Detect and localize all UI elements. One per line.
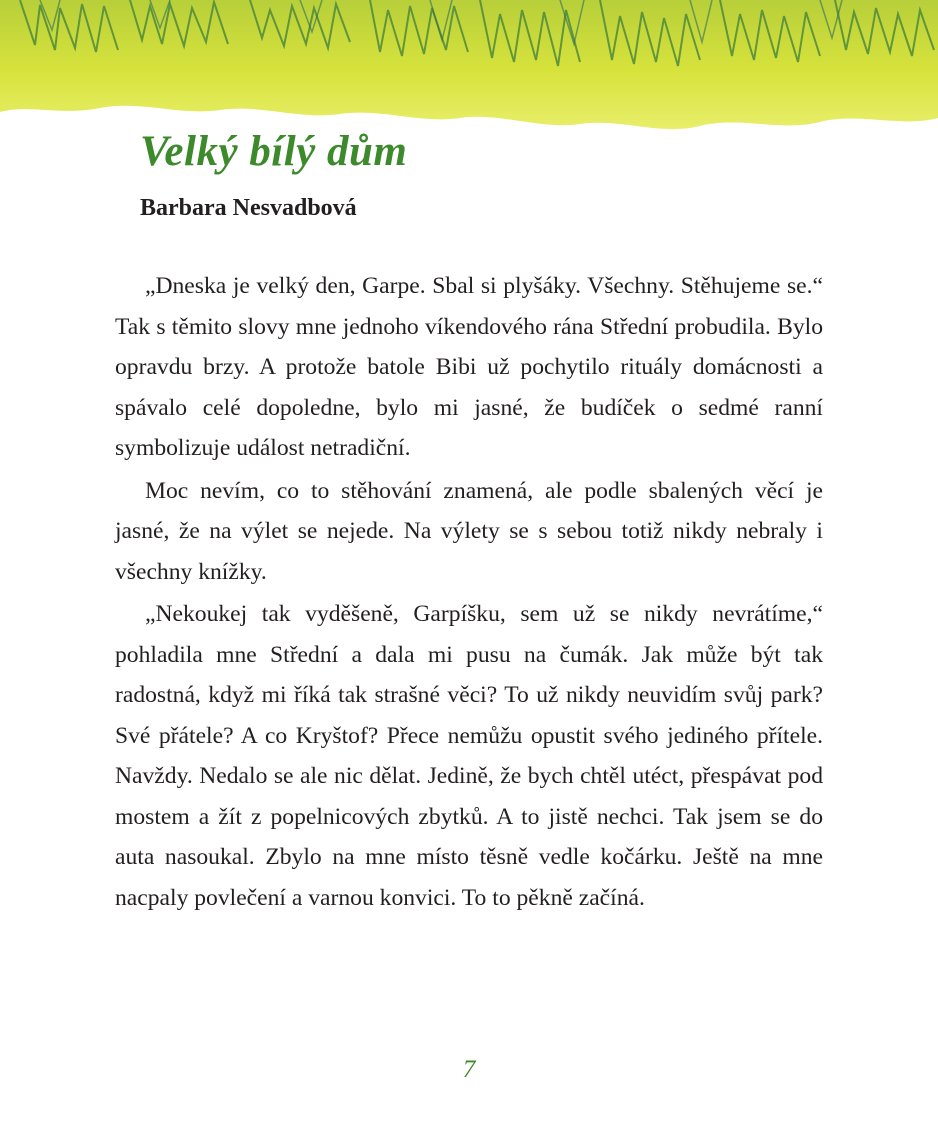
chapter-title: Velký bílý dům xyxy=(140,128,408,175)
paragraph: „Nekoukej tak vyděšeně, Garpíšku, sem už se nikdy nevrátíme,“ pohladila mne Střední a dala mi pusu na čumák. Jak může být tak radostná, když mi říká tak strašné věci? To už nikdy neuvidím svůj park? Své přátele? A co Kryštof? Přece nemůžu opustit svého jediného přítele. Navždy. Nedalo se ale nic dělat. Jedině, že bych chtěl utéct, přespávat pod mostem a žít z popelnicových zbytků. A to jistě nechci. Tak jsem se do auta nasoukal. Zbylo na mne místo těsně vedle kočárku. Ještě na mne nacpaly povlečení a varnou konvici. To to pěkně začíná. xyxy=(115,601,823,911)
paragraph: „Dneska je velký den, Garpe. Sbal si plyšáky. Všechny. Stěhujeme se.“ Tak s těmito slovy mne jednoho víkendového rána Střední probudila. Bylo opravdu brzy. A protože batole Bibi už pochytilo rituály domácnosti a spávalo celé dopoledne, bylo mi jasné, že budíček o sedmé ranní symbolizuje událost netradiční. xyxy=(115,273,823,461)
paragraph: Moc nevím, co to stěhování znamená, ale podle sbalených věcí je jasné, že na výlet se nejede. Na výlety se s sebou totiž nikdy nebraly i všechny knížky. xyxy=(115,477,823,585)
author-name: Barbara Nesvadbová xyxy=(140,195,357,221)
page-number: 7 xyxy=(462,1056,476,1083)
chapter-body xyxy=(115,266,823,920)
